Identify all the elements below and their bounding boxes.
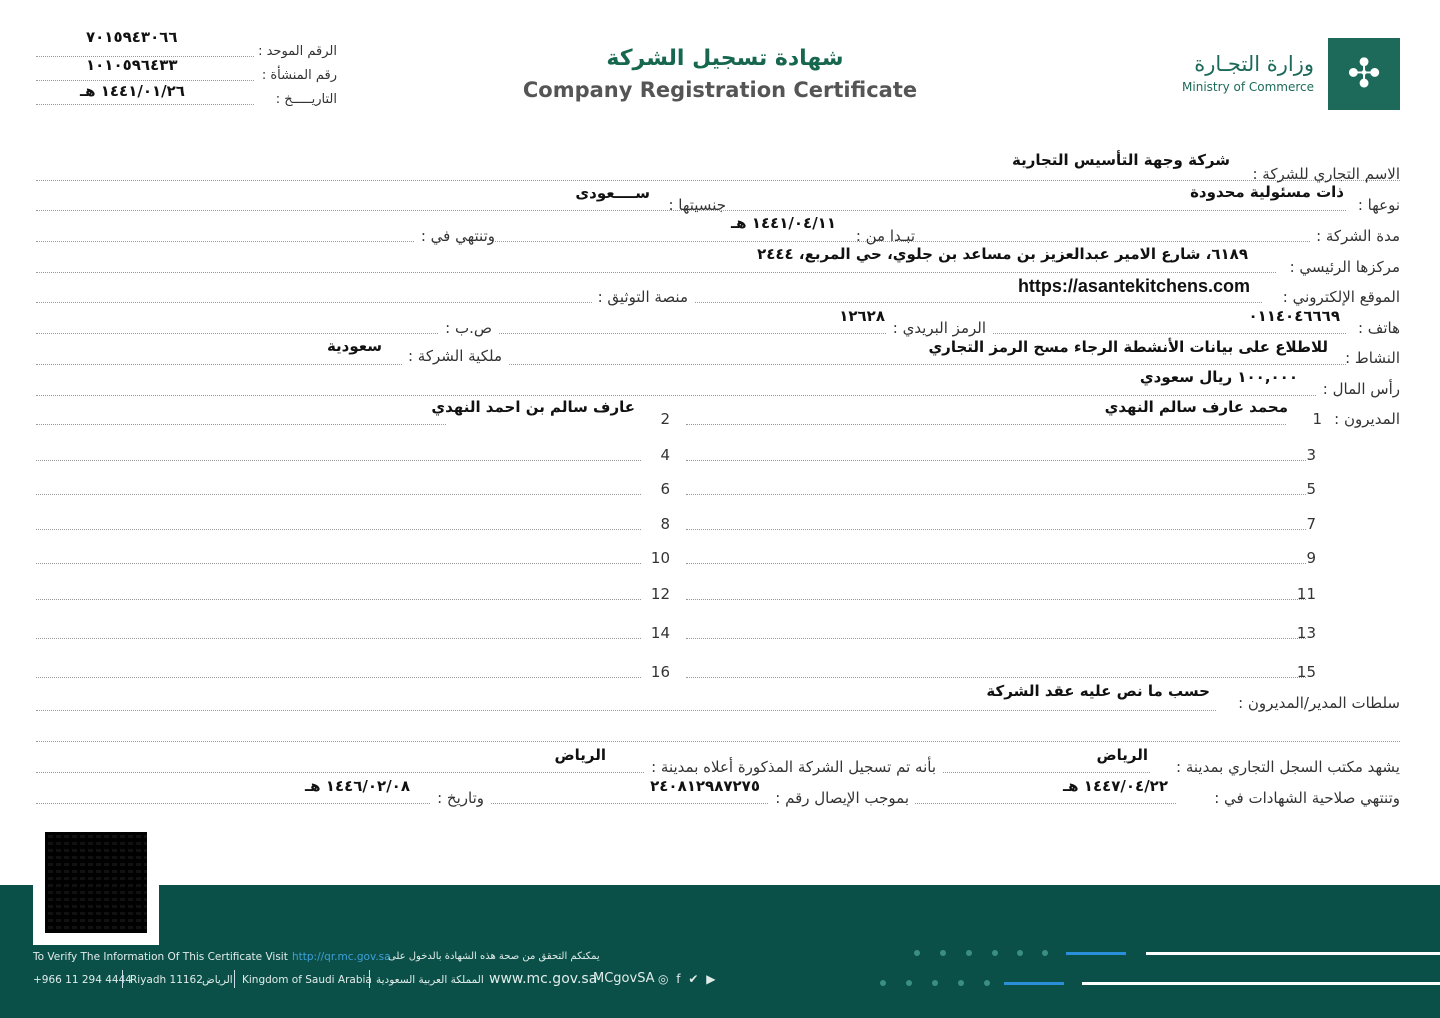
manager-number: 8 [660,515,670,533]
qr-code[interactable] [33,820,159,945]
unified-number-label: الرقم الموحد : [258,44,337,59]
ownership-label: ملكية الشركة : [402,347,508,365]
decor-dot [914,950,920,956]
footer-city-en: Riyadh 11162 [130,974,203,986]
starts-label: تبـدا من : [855,227,915,245]
authority-label: سلطات المدير/المديرون : [1238,694,1400,712]
establishment-number: ١٠١٠٥٩٦٤٣٣ [86,56,178,74]
decor-dot [940,950,946,956]
postal-code: ١٢٦٢٨ [839,307,885,325]
title-ar: شهادة تسجيل الشركة [606,46,844,71]
header-date-label: التاريـــــخ : [275,92,337,107]
registered-label: بأنه تم تسجيل الشركة المذكورة أعلاه بمدينة : [645,758,942,776]
type-label: نوعها : [1357,196,1400,214]
capital-label: رأس المال : [1322,380,1400,398]
nationality: ســــعودى [575,184,650,202]
receipt-label: بموجب الإيصال رقم : [769,789,915,807]
decor-dot [958,980,964,986]
manager-number: 6 [660,480,670,498]
decor-dot [984,980,990,986]
establishment-number-label: رقم المنشأة : [261,68,337,83]
header-date: ١٤٤١/٠١/٢٦ هـ [80,82,185,100]
footer-handle: MCgovSA [593,971,655,986]
manager-number: 7 [1306,515,1316,533]
palm-swords-logo-icon: ✣ [1328,38,1400,110]
start-date: ١٤٤١/٠٤/١١ هـ [731,214,836,232]
title-en: Company Registration Certificate [522,78,918,102]
decor-dot [1017,950,1023,956]
receipt-date-label: وتاريخ : [431,789,490,807]
ownership: سعودية [326,337,382,355]
ministry-ar: وزارة التجـارة [1194,52,1314,76]
managers-label: المديرون : [1334,410,1400,428]
authority: حسب ما نص عليه عقد الشركة [986,682,1210,700]
postal-label: الرمز البريدي : [887,319,992,337]
testify-label: يشهد مكتب السجل التجاري بمدينة : [1176,758,1400,776]
decor-dot [966,950,972,956]
name-label: الاسم التجاري للشركة : [1252,165,1400,183]
footer-city-ar: الرياض [202,974,233,986]
duration-label: مدة الشركة : [1316,227,1400,245]
manager-number: 13 [1296,624,1316,642]
expiry-label: وتنتهي صلاحية الشهادات في : [1214,789,1400,807]
nationality-label: جنسيتها : [668,196,726,214]
manager-number: 10 [650,549,670,567]
expiry-date: ١٤٤٧/٠٤/٢٢ هـ [1063,777,1168,795]
registered-city: الرياض [554,746,606,764]
decor-dot [1042,950,1048,956]
manager-number: 15 [1296,663,1316,681]
pobox-label: ص.ب : [439,319,498,337]
website-label: الموقع الإلكتروني : [1282,288,1400,306]
manager-name: محمد عارف سالم النهدي [1104,398,1288,416]
manager-number: 4 [660,446,670,464]
company-type: ذات مسئولية محدودة [1190,183,1344,201]
manager-name: عارف سالم بن احمد النهدي [431,398,635,416]
verify-ar: يمكنكم التحقق من صحة هذه الشهادة بالدخول على [388,951,600,962]
decor-dot [880,980,886,986]
website-link[interactable]: https://asantekitchens.com [1017,276,1250,296]
testify-city: الرياض [1096,746,1148,764]
decor-dot [992,950,998,956]
footer-website[interactable]: www.mc.gov.sa [489,971,598,987]
verify-en: To Verify The Information Of This Certificate Visit [33,951,288,963]
activity: للاطلاع على بيانات الأنشطة الرجاء مسح الرمز التجاري [928,338,1328,356]
manager-number: 2 [660,410,670,428]
footer-country-ar: المملكة العربية السعودية [376,974,484,986]
platform-label: منصة التوثيق : [592,288,694,306]
phone-label: هاتف : [1357,319,1400,337]
manager-number: 16 [650,663,670,681]
decor-dot [906,980,912,986]
manager-number: 3 [1306,446,1316,464]
ends-label: وتنتهي في : [415,227,495,245]
footer-phone: +966 11 294 4444 [33,974,132,986]
ministry-en: Ministry of Commerce [1182,80,1314,94]
social-icons[interactable]: ◎ f ✔ ▶ [658,972,718,986]
company-name: شركة وجهة التأسيس التجارية [1011,151,1230,169]
hq-label: مركزها الرئيسي : [1289,258,1400,276]
manager-number: 11 [1296,585,1316,603]
manager-number: 1 [1312,410,1322,428]
receipt-number: ٢٤٠٨١٢٩٨٧٢٧٥ [650,777,760,795]
manager-number: 5 [1306,480,1316,498]
headquarters: ٦١٨٩، شارع الامير عبدالعزيز بن مساعد بن جلوي، حي المربع، ٢٤٤٤ [757,245,1248,263]
capital: ١٠٠,٠٠٠ ريال سعودي [1139,368,1298,386]
decor-dot [932,980,938,986]
phone: ٠١١٤٠٤٦٦٦٩ [1248,307,1340,325]
manager-number: 9 [1306,549,1316,567]
manager-number: 14 [650,624,670,642]
receipt-date: ١٤٤٦/٠٢/٠٨ هـ [305,777,410,795]
unified-number: ٧٠١٥٩٤٣٠٦٦ [86,28,178,46]
footer-country-en: Kingdom of Saudi Arabia [242,974,372,986]
activity-label: النشاط : [1345,349,1400,367]
manager-number: 12 [650,585,670,603]
verify-url[interactable]: http://qr.mc.gov.sa [292,951,391,963]
